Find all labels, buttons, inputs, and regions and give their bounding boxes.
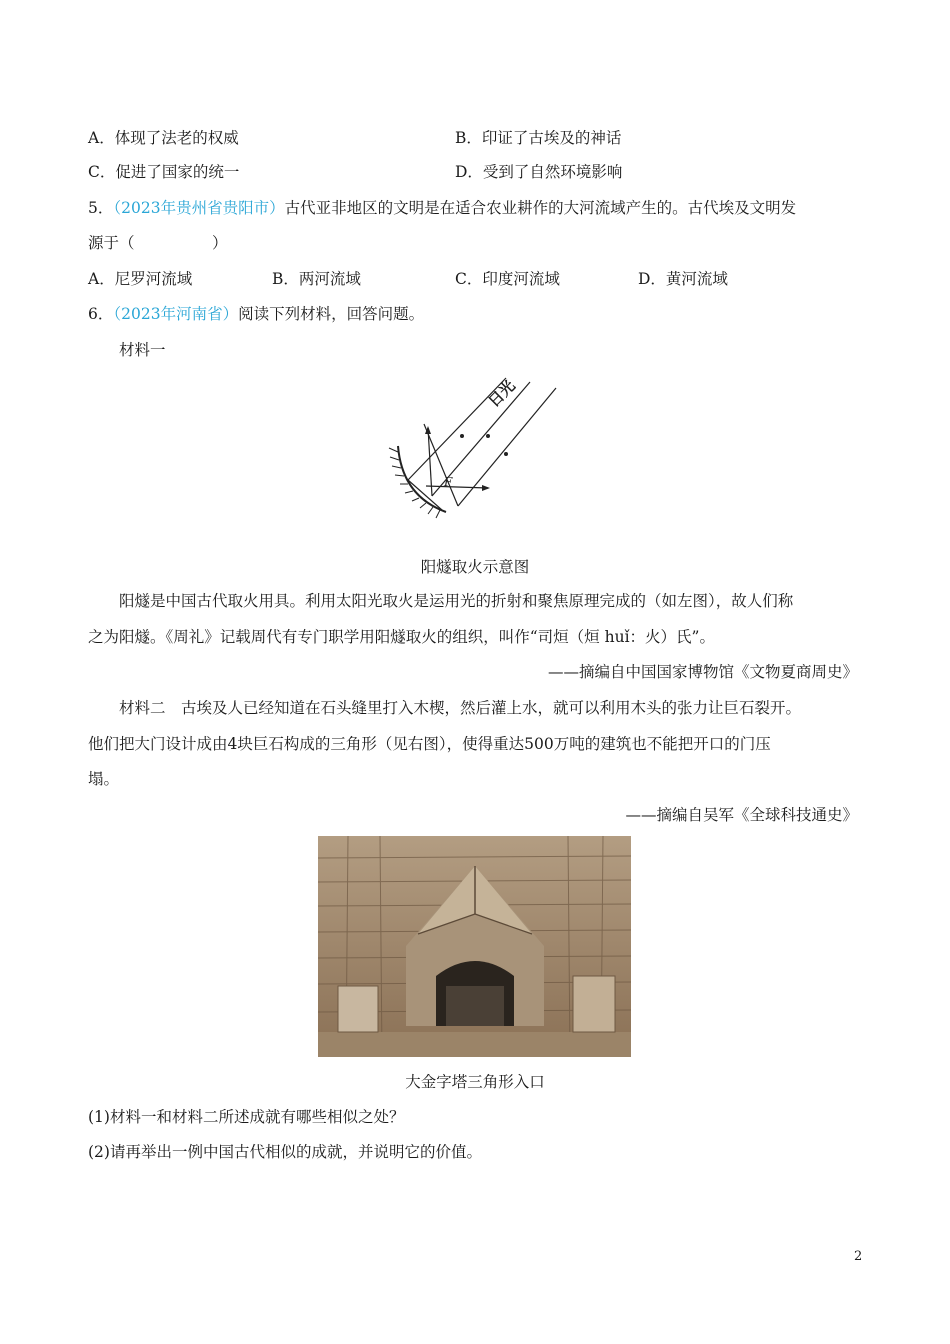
material-1-para-2: 之为阳燧。《周礼》记载周代有专门职学用阳燧取火的组织，叫作“司烜（烜 huǐ：火）氏”。 [88,628,715,646]
figure-2-caption: 大金字塔三角形入口 [405,1073,545,1091]
question-5 [88,197,796,219]
question-5-line2: 源于（ ） [88,234,228,252]
sub-question-1: (1)材料一和材料二所述成就有哪些相似之处？ [88,1108,405,1126]
material-1-label: 材料一 [119,341,166,359]
page-number: 2 [854,1249,863,1264]
option-a: A．体现了法老的权威 [88,129,239,147]
material-2-para-2: 他们把大门设计成由4块巨石构成的三角形（见右图），使得重达500万吨的建筑也不能把开口的门压 [88,735,771,753]
question-text: 古代亚非地区的文明是在适合农业耕作的大河流域产生的。古代埃及文明发 [284,199,797,217]
q5-option-a: A．尼罗河流域 [88,270,193,288]
material-2-citation: ——摘编自吴军《全球科技通史》 [625,806,858,824]
material-1-para-1: 阳燧是中国古代取火用具。利用太阳光取火是运用光的折射和聚焦原理完成的（如左图），故人们称 [119,592,794,610]
sub-question-2: (2)请再举出一例中国古代相似的成就，并说明它的价值。 [88,1143,482,1161]
option-c: C．促进了国家的统一 [88,163,240,181]
focus-label: F [444,475,453,489]
option-b: B．印证了古埃及的神话 [455,129,622,147]
question-source: （2023年河南省） [113,305,239,323]
figure-1-caption: 阳燧取火示意图 [420,558,530,576]
q5-option-c: C．印度河流域 [455,270,560,288]
material-2-para-3: 塌。 [88,770,120,788]
q5-option-d: D．黄河流域 [638,270,728,288]
material-2-para-1: 材料二 古埃及人已经知道在石头缝里打入木楔，然后灌上水，就可以利用木头的张力让巨石裂开。 [119,699,802,717]
material-1-citation: ——摘编自中国国家博物馆《文物夏商周史》 [547,663,858,681]
option-d: D．受到了自然环境影响 [455,163,623,181]
sunlight-label: 日光 [484,376,519,411]
q5-option-b: B．两河流域 [272,270,361,288]
pyramid-entrance-photo [318,836,631,1057]
question-number: 5． [88,199,114,217]
question-number: 6． [88,305,114,323]
question-source: （2023年贵州省贵阳市） [113,199,285,217]
yangsui-diagram [380,368,580,528]
question-6 [88,303,424,325]
question-prompt: 阅读下列材料，回答问题。 [238,305,425,323]
